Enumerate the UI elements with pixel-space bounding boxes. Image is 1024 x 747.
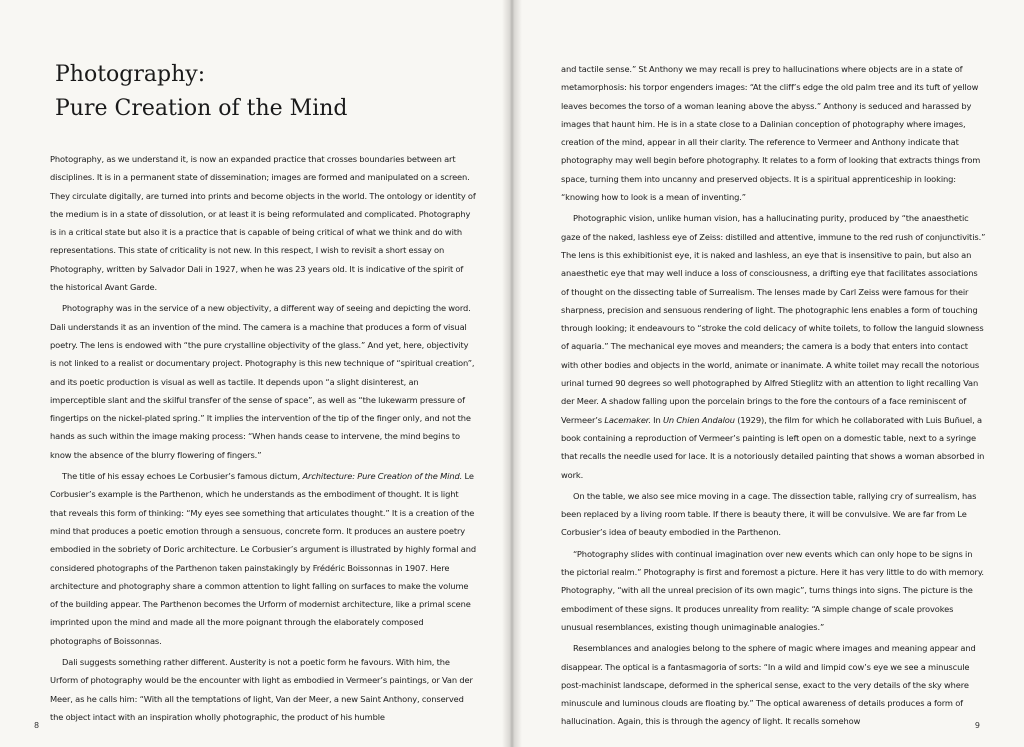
- right-page: [514, 0, 1024, 747]
- paragraph: Resemblances and analogies belong to the sphere of magic where images and meaning appear and disappear. The optical is a fantasmagoria of sorts: “In a wild and limpid cow’s eye we see a minuscule post-machinist landscape, deformed in the spherical sense, exact to the very details of the sky where minuscule and luminous clouds are floating by.” The optical awareness of details produces a form of hallucination. Again, this is through the agency of light. It recalls somehow: [561, 643, 976, 727]
- right-body-text: [561, 60, 987, 731]
- film-title-italic: Un Chien Andalou: [662, 414, 735, 425]
- book-title-italic: Architecture: Pure Creation of the Mind.: [302, 471, 463, 482]
- paragraph-text: Le Corbusier’s example is the Parthenon, which he understands as the embodiment of thought. It is light that reveals this form of thinking: “My eyes see something that articulates thought.” It is a creation of the mind that produces a poetic emotion through a sensuous, concrete form. It produces an austere poetry embodied in the sobriety of Doric architecture. Le Corbusier’s argument is illustrated by highly formal and considered photographs of the Parthenon taken painstakingly by Frédéric Boissonnas in 1907. Here architecture and photography share a common attention to light falling on surfaces to make the volume of the building appear. The Parthenon becomes the Urform of modernist architecture, like a primal scene imprinted upon the mind and made all the more poignant through the elaborately composed photographs of Boissonnas.: [50, 471, 476, 646]
- paragraph: Dali suggests something rather different. Austerity is not a poetic form he favours. With him, the Urform of photography would be the encounter with light as embodied in Vermeer’s paintings, or Van der Meer, as he calls him: “With all the temptations of light, Van der Meer, a new Saint Anthony, conserved the object intact with an inspiration wholly photographic, the product of his humble: [50, 657, 473, 722]
- paragraph: Photography was in the service of a new objectivity, a different way of seeing and depicting the word. Dali understands it as an invention of the mind. The camera is a machine that produces a form of visual poetry. The lens is endowed with “the pure crystalline objectivity of the glass.” And yet, here, objectivity is not linked to a realist or documentary project. Photography is this new technique of “spiritual creation”, and its poetic production is visual as well as tactile. It depends upon “a slight disinterest, an imperceptible slant and the skilful transfer of the sense of space”, as well as “the lukewarm pressure of fingertips on the nickel-plated spring.” It implies the intervention of the tip of the finger only, and not the hands as such within the image making process: “When hands cease to intervene, the mind begins to know the absence of the blurry flowering of fingers.”: [50, 303, 475, 460]
- artwork-title-italic: Lacemaker.: [604, 414, 651, 425]
- paragraph-text: In: [650, 414, 663, 425]
- paragraph-text: (1929), the film for which he collaborated with Luis Buñuel, a book containing a reproduction of Vermeer’s painting is left open on a domestic table, next to a syringe that recalls the needle used for lace. It is a notoriously detailed painting that shows a woman absorbed in work.: [561, 414, 985, 480]
- paragraph: On the table, we also see mice moving in a cage. The dissection table, rallying cry of surrealism, has been replaced by a living room table. If there is beauty there, it will be convulsive. We are far from Le Corbusier’s idea of beauty embodied in the Parthenon.: [561, 490, 977, 538]
- book-gutter: [502, 0, 522, 747]
- page-number: 8: [34, 721, 40, 730]
- title-line-2: Pure Creation of the Mind: [55, 96, 348, 121]
- paragraph: [50, 467, 476, 650]
- page-number: 9: [974, 721, 980, 730]
- left-page: [0, 0, 510, 747]
- paragraph: “Photography slides with continual imagination over new events which can only hope to be signs in the pictorial realm.” Photography is first and foremost a picture. Here it has very little to do with memory. Photography, “with all the unreal precision of its own magic”, turns things into signs. The picture is the embodiment of these signs. It produces unreality from reality: “A simple change of scale provokes unusual resemblances, existing though unimaginable analogies.”: [561, 548, 984, 632]
- paragraph: and tactile sense.” St Anthony we may recall is prey to hallucinations where objects are in a state of metamorphosis: his torpor engenders images: “At the cliff’s edge the old palm tree and its tuft of yellow leaves becomes the torso of a woman leaning above the abyss.” Anthony is seduced and harassed by images that haunt him. He is in a state close to a Dalinian conception of photography where images, creation of the mind, appear in all their clarity. The reference to Vermeer and Anthony indicate that photography may well begin before photography. It relates to a form of looking that extracts things from space, turning them into uncanny and preserved objects. It is a spiritual apprenticeship in looking: “knowing how to look is a mean of inventing.”: [561, 64, 981, 203]
- paragraph-text: The title of his essay echoes Le Corbusier’s famous dictum,: [62, 471, 303, 482]
- paragraph: [561, 209, 987, 483]
- left-body-text: [50, 150, 476, 726]
- title-line-1: Photography:: [55, 62, 206, 87]
- essay-title: [55, 58, 348, 126]
- paragraph-text: Photographic vision, unlike human vision, has a hallucinating purity, produced by “the anaesthetic gaze of the naked, lashless eye of Zeiss: distilled and attentive, immune to the red rush of conjunctivitis.” The lens is this exhibitionist eye, it is naked and lashless, an eye that is insensitive to pain, but also an anaesthetic eye that may well induce a loss of consciousness, a drifting eye that facilitates associations of thought on the dissecting table of Surrealism. The lenses made by Carl Zeiss were famous for their sharpness, precision and sensuous rendering of light. The photographic lens enables a form of touching through looking; it endeavours to “stroke the cold delicacy of white toilets, to follow the languid slowness of aquaria.” The mechanical eye moves and meanders; the camera is a body that enters into contact with other bodies and objects in the world, animate or inanimate. A white toilet may recall the notorious urinal turned 90 degrees so well photographed by Alfred Stieglitz with an attention to light recalling Van der Meer. A shadow falling upon the porcelain brings to the fore the contours of a face reminiscent of Vermeer’s: [561, 213, 986, 425]
- paragraph: Photography, as we understand it, is now an expanded practice that crosses boundaries between art disciplines. It is in a permanent state of dissemination; images are formed and manipulated on a screen. They circulate digitally, are turned into prints and become objects in the world. The ontology or identity of the medium is in a state of dissolution, or at least it is being reformulated and complicated. Photography is in a critical state but also it is a practice that is capable of being critical of what we think and do with representations. This state of criticality is not new. In this respect, I wish to revisit a short essay on Photography, written by Salvador Dali in 1927, when he was 23 years old. It is indicative of the spirit of the historical Avant Garde.: [50, 154, 476, 293]
